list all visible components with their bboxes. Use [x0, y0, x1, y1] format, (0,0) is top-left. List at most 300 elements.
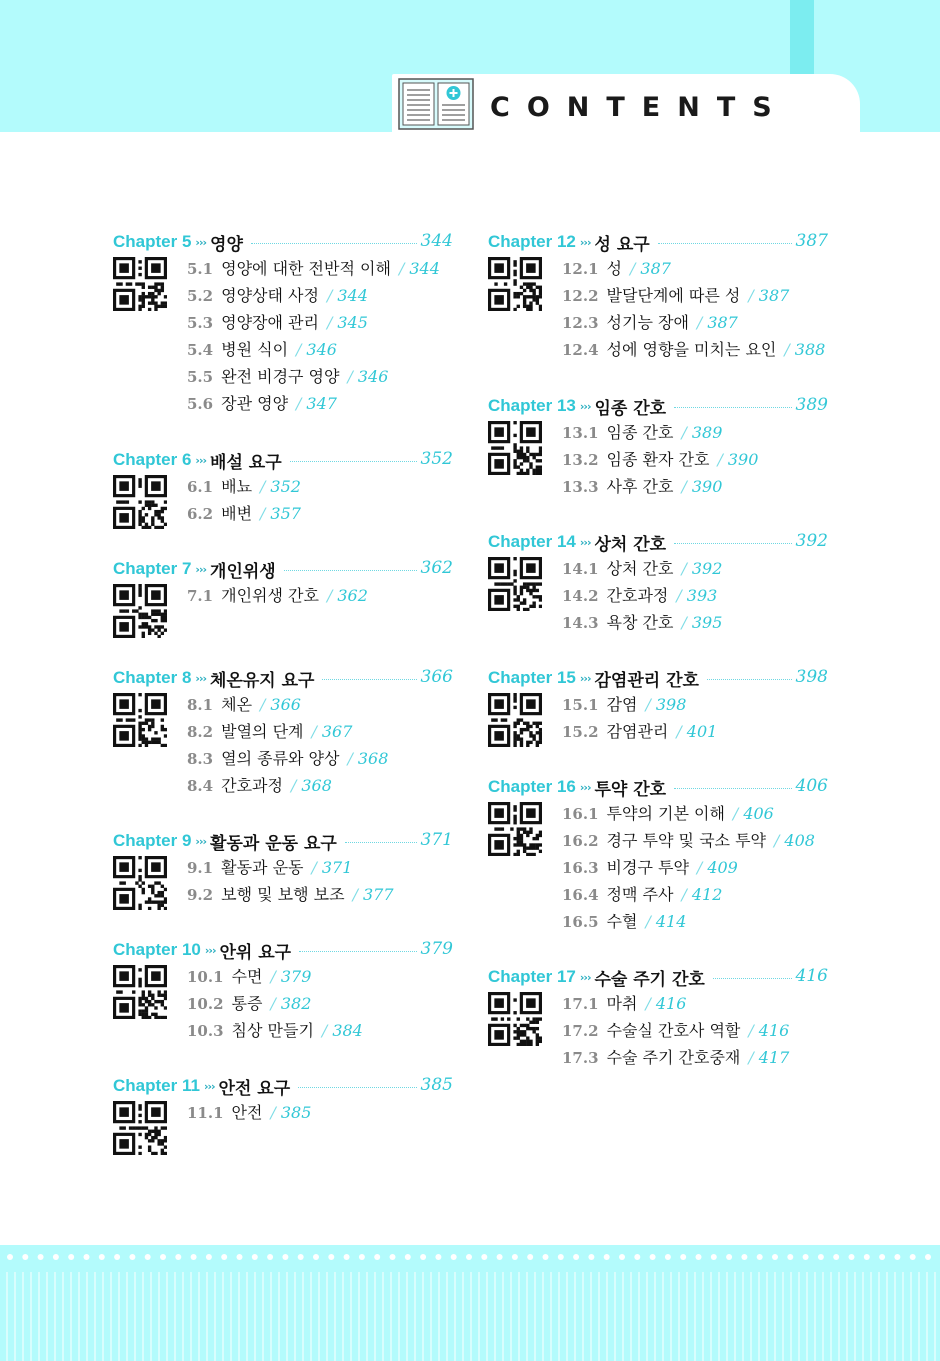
section-title: 완전 비경구 영양 [221, 367, 340, 386]
slash-separator: / [260, 504, 266, 523]
section-title: 침상 만들기 [231, 1021, 314, 1040]
section-number: 16.5 [562, 913, 599, 931]
section-item [562, 993, 686, 1015]
chapter-page-number: 385 [420, 1075, 453, 1095]
footer-dot [420, 1254, 426, 1260]
slash-separator: / [347, 749, 353, 768]
footer-dot [22, 1254, 28, 1260]
section-title: 수혈 [606, 912, 638, 931]
section-number: 6.1 [187, 478, 214, 496]
section-title: 영양장애 관리 [221, 313, 319, 332]
footer-dot [619, 1254, 625, 1260]
section-title: 투약의 기본 이해 [606, 804, 725, 823]
footer-dot [38, 1254, 44, 1260]
footer-dot [221, 1254, 227, 1260]
section-item [562, 803, 774, 825]
slash-separator: / [681, 885, 687, 904]
chapter-title: 안위 요구 [219, 942, 292, 963]
chapter-heading [113, 231, 249, 253]
section-page-number: 345 [337, 313, 368, 332]
section-item [187, 476, 301, 498]
footer-dot [894, 1254, 900, 1260]
section-number: 12.1 [562, 260, 599, 278]
section-title: 수면 [231, 967, 263, 986]
section-item [187, 993, 311, 1015]
section-number: 6.2 [187, 505, 214, 523]
chapter-label: Chapter 10 [113, 940, 201, 959]
slash-separator: / [398, 259, 405, 278]
section-title: 통증 [231, 994, 263, 1013]
footer-dot [726, 1254, 732, 1260]
footer-dot [864, 1254, 870, 1260]
chapter-page-number: 416 [795, 966, 828, 986]
section-item [562, 422, 722, 444]
section-number: 10.3 [187, 1022, 224, 1040]
section-title: 보행 및 보행 보조 [221, 885, 345, 904]
chapter-heading [113, 939, 297, 961]
section-page-number: 347 [306, 394, 337, 413]
section-number: 13.2 [562, 451, 599, 469]
section-page-number: 344 [337, 286, 368, 305]
section-item [562, 476, 722, 498]
chapter-title: 성 요구 [594, 234, 650, 255]
footer-dot [772, 1254, 778, 1260]
slash-separator: / [347, 367, 353, 386]
chapter-page-number: 406 [795, 776, 828, 796]
section-item [562, 339, 825, 361]
section-page-number: 409 [707, 858, 738, 877]
chapter-page-number: 366 [420, 667, 453, 687]
section-number: 16.3 [562, 859, 599, 877]
qr-code-icon[interactable] [113, 584, 167, 638]
page-title: CONTENTS [490, 92, 789, 123]
section-title: 간호과정 [221, 776, 283, 795]
footer-dot [160, 1254, 166, 1260]
section-number: 7.1 [187, 587, 214, 605]
slash-separator: / [681, 613, 687, 632]
section-item [187, 694, 301, 716]
dotted-leader [299, 951, 416, 952]
section-page-number: 401 [686, 722, 718, 741]
footer-dot [175, 1254, 181, 1260]
section-title: 개인위생 간호 [221, 586, 319, 605]
dotted-leader [284, 570, 417, 571]
qr-code-icon[interactable] [113, 1101, 167, 1155]
footer-dot [925, 1254, 931, 1260]
section-number: 15.2 [562, 723, 599, 741]
chapter-title: 상처 간호 [594, 534, 667, 555]
chapter-title: 투약 간호 [594, 779, 667, 800]
dotted-leader [298, 1087, 416, 1088]
footer-dot [435, 1254, 441, 1260]
section-page-number: 395 [691, 613, 723, 632]
section-page-number: 346 [357, 367, 389, 386]
chapter-label: Chapter 5 [113, 232, 192, 251]
section-page-number: 362 [337, 586, 368, 605]
section-page-number: 388 [794, 340, 826, 359]
footer-dot [466, 1254, 472, 1260]
chapter-heading [488, 776, 672, 798]
section-title: 활동과 운동 [221, 858, 304, 877]
chapter-page-number: 371 [420, 830, 453, 850]
section-item [562, 884, 722, 906]
qr-code-icon[interactable] [113, 257, 167, 311]
footer-dot [252, 1254, 258, 1260]
section-item [562, 694, 686, 716]
chapter-label: Chapter 6 [113, 450, 192, 469]
section-page-number: 379 [280, 967, 312, 986]
section-title: 임종 간호 [606, 423, 674, 442]
chapter-title: 개인위생 [210, 561, 276, 582]
chapter-page-number: 379 [420, 939, 453, 959]
section-title: 성 [606, 259, 623, 278]
footer-dot [451, 1254, 457, 1260]
dotted-leader [713, 978, 792, 979]
section-page-number: 398 [655, 695, 687, 714]
section-page-number: 368 [301, 776, 332, 795]
section-title: 성에 영향을 미치는 요인 [606, 340, 777, 359]
section-item [187, 1102, 311, 1124]
footer-dot [604, 1254, 610, 1260]
chevron-right-icon: ››› [579, 970, 591, 984]
section-title: 임종 환자 간호 [606, 450, 710, 469]
slash-separator: / [260, 695, 266, 714]
slash-separator: / [352, 885, 358, 904]
qr-code-icon[interactable] [488, 557, 542, 611]
section-page-number: 384 [332, 1021, 363, 1040]
section-number: 16.4 [562, 886, 599, 904]
footer-dot [833, 1254, 839, 1260]
section-title: 수술실 간호사 역할 [606, 1021, 741, 1040]
slash-separator: / [784, 340, 790, 359]
slash-separator: / [290, 776, 297, 795]
footer-dot [879, 1254, 885, 1260]
section-item [562, 830, 815, 852]
section-item [187, 339, 337, 361]
section-page-number: 368 [357, 749, 389, 768]
section-number: 10.1 [187, 968, 224, 986]
section-item [562, 449, 758, 471]
section-title: 정맥 주사 [606, 885, 674, 904]
section-page-number: 416 [758, 1021, 790, 1040]
section-page-number: 382 [280, 994, 312, 1013]
footer-dot [588, 1254, 594, 1260]
chapter-page-number: 389 [795, 395, 828, 415]
section-page-number: 377 [362, 885, 394, 904]
chevron-right-icon: ››› [203, 1079, 215, 1093]
section-page-number: 344 [409, 259, 440, 278]
dotted-leader [322, 679, 416, 680]
footer-dot [191, 1254, 197, 1260]
qr-code-icon[interactable] [488, 693, 542, 747]
section-title: 병원 식이 [221, 340, 289, 359]
slash-separator: / [645, 695, 651, 714]
section-number: 8.1 [187, 696, 214, 714]
dotted-leader [674, 543, 791, 544]
chapter-heading [113, 1075, 296, 1097]
section-item [562, 1020, 789, 1042]
section-page-number: 387 [758, 286, 790, 305]
section-title: 영양에 대한 전반적 이해 [221, 259, 391, 278]
section-item [187, 393, 337, 415]
qr-code-icon[interactable] [488, 257, 542, 311]
slash-separator: / [681, 477, 687, 496]
footer-stripes [0, 1272, 940, 1361]
section-title: 안전 [231, 1103, 263, 1122]
footer-dot [7, 1254, 13, 1260]
chapter-title: 수술 주기 간호 [594, 969, 705, 990]
section-number: 14.1 [562, 560, 599, 578]
section-page-number: 387 [640, 259, 671, 278]
chapter-page-number: 387 [795, 231, 828, 251]
slash-separator: / [311, 858, 317, 877]
qr-code-icon[interactable] [488, 992, 542, 1046]
section-item [187, 366, 388, 388]
section-title: 경구 투약 및 국소 투약 [606, 831, 766, 850]
footer-dot [267, 1254, 273, 1260]
section-title: 수술 주기 간호중재 [606, 1048, 741, 1067]
chapter-heading [488, 667, 705, 689]
footer-dot [206, 1254, 212, 1260]
section-title: 감염관리 [606, 722, 669, 741]
section-item [562, 285, 789, 307]
slash-separator: / [717, 450, 723, 469]
footer-dot [481, 1254, 487, 1260]
section-item [562, 312, 738, 334]
chapter-heading [488, 966, 711, 988]
chapter-label: Chapter 11 [113, 1076, 200, 1095]
chapter-label: Chapter 16 [488, 777, 576, 796]
chapter-label: Chapter 8 [113, 668, 192, 687]
section-item [187, 966, 311, 988]
slash-separator: / [676, 722, 682, 741]
footer-dot-row [0, 1247, 940, 1267]
section-page-number: 390 [727, 450, 759, 469]
section-item [187, 884, 394, 906]
chevron-right-icon: ››› [579, 235, 591, 249]
section-number: 17.3 [562, 1049, 599, 1067]
slash-separator: / [748, 1021, 754, 1040]
footer-dot [405, 1254, 411, 1260]
slash-separator: / [630, 259, 636, 278]
slash-separator: / [681, 423, 687, 442]
footer-dot [359, 1254, 365, 1260]
section-page-number: 390 [691, 477, 723, 496]
slash-separator: / [296, 340, 302, 359]
section-page-number: 392 [691, 559, 723, 578]
footer-dot [512, 1254, 518, 1260]
slash-separator: / [321, 1021, 328, 1040]
chapter-heading [488, 231, 656, 253]
section-page-number: 366 [270, 695, 301, 714]
slash-separator: / [681, 559, 687, 578]
slash-separator: / [645, 912, 651, 931]
chapter-label: Chapter 12 [488, 232, 576, 251]
slash-separator: / [296, 394, 302, 413]
footer-dot [328, 1254, 334, 1260]
chapter-heading [488, 395, 672, 417]
chapter-title: 감염관리 간호 [594, 670, 699, 691]
footer-dot [558, 1254, 564, 1260]
chapter-page-number: 398 [795, 667, 828, 687]
chevron-right-icon: ››› [579, 671, 591, 685]
section-title: 감염 [606, 695, 638, 714]
section-number: 12.4 [562, 341, 599, 359]
section-item [562, 585, 717, 607]
qr-code-icon[interactable] [113, 475, 167, 529]
section-number: 15.1 [562, 696, 599, 714]
section-title: 장관 영양 [221, 394, 289, 413]
dotted-leader [290, 461, 417, 462]
section-item [187, 258, 440, 280]
footer-dot [298, 1254, 304, 1260]
qr-code-icon[interactable] [113, 856, 167, 910]
section-number: 14.2 [562, 587, 599, 605]
chapter-label: Chapter 17 [488, 967, 576, 986]
chapter-label: Chapter 14 [488, 532, 576, 551]
chapter-label: Chapter 7 [113, 559, 192, 578]
footer-dot [818, 1254, 824, 1260]
footer-dot [129, 1254, 135, 1260]
section-number: 11.1 [187, 1104, 224, 1122]
footer-dot [680, 1254, 686, 1260]
section-title: 영양상태 사정 [221, 286, 319, 305]
slash-separator: / [774, 831, 780, 850]
section-number: 13.1 [562, 424, 599, 442]
section-number: 8.2 [187, 723, 214, 741]
section-title: 상처 간호 [606, 559, 674, 578]
slash-separator: / [270, 994, 276, 1013]
section-page-number: 408 [784, 831, 815, 850]
chapter-heading [113, 830, 343, 852]
chevron-right-icon: ››› [204, 943, 216, 957]
section-number: 16.2 [562, 832, 599, 850]
dotted-leader [658, 243, 792, 244]
footer-dot [787, 1254, 793, 1260]
footer-dot [145, 1254, 151, 1260]
qr-code-icon[interactable] [113, 965, 167, 1019]
footer-dot [282, 1254, 288, 1260]
section-number: 12.3 [562, 314, 599, 332]
section-number: 5.1 [187, 260, 214, 278]
section-page-number: 352 [270, 477, 301, 496]
chapter-label: Chapter 15 [488, 668, 576, 687]
section-item [187, 1020, 363, 1042]
section-item [562, 258, 671, 280]
chapter-title: 임종 간호 [594, 398, 667, 419]
footer-dot [390, 1254, 396, 1260]
slash-separator: / [676, 586, 682, 605]
dotted-leader [707, 679, 792, 680]
footer-dot [849, 1254, 855, 1260]
footer-dot [237, 1254, 243, 1260]
section-number: 9.2 [187, 886, 214, 904]
section-item [187, 857, 352, 879]
dotted-leader [674, 407, 791, 408]
chapter-heading [113, 449, 288, 471]
chevron-right-icon: ››› [579, 399, 591, 413]
section-page-number: 385 [280, 1103, 312, 1122]
section-page-number: 387 [707, 313, 738, 332]
chevron-right-icon: ››› [195, 453, 207, 467]
section-item [562, 721, 717, 743]
chapter-page-number: 392 [795, 531, 828, 551]
footer-dot [634, 1254, 640, 1260]
dotted-leader [345, 842, 417, 843]
section-number: 9.1 [187, 859, 214, 877]
section-title: 간호과정 [606, 586, 669, 605]
section-number: 5.2 [187, 287, 214, 305]
section-page-number: 371 [321, 858, 353, 877]
section-item [562, 558, 722, 580]
slash-separator: / [311, 722, 317, 741]
footer-dot [374, 1254, 380, 1260]
section-page-number: 393 [686, 586, 718, 605]
dotted-leader [251, 243, 417, 244]
section-item [562, 1047, 789, 1069]
section-number: 10.2 [187, 995, 224, 1013]
section-title: 욕창 간호 [606, 613, 674, 632]
section-title: 배변 [221, 504, 253, 523]
footer-dot [543, 1254, 549, 1260]
section-title: 배뇨 [221, 477, 253, 496]
section-item [562, 857, 738, 879]
section-page-number: 406 [743, 804, 774, 823]
slash-separator: / [696, 313, 703, 332]
section-number: 5.4 [187, 341, 214, 359]
chapter-label: Chapter 13 [488, 396, 576, 415]
section-item [187, 721, 352, 743]
chapter-page-number: 352 [420, 449, 453, 469]
qr-code-icon[interactable] [113, 693, 167, 747]
section-page-number: 389 [691, 423, 723, 442]
section-number: 17.1 [562, 995, 599, 1013]
section-item [562, 911, 686, 933]
section-title: 마취 [606, 994, 638, 1013]
slash-separator: / [326, 586, 333, 605]
section-page-number: 412 [691, 885, 723, 904]
section-title: 발열의 단계 [221, 722, 304, 741]
qr-code-icon[interactable] [488, 421, 542, 475]
section-page-number: 416 [655, 994, 687, 1013]
slash-separator: / [645, 994, 651, 1013]
qr-code-icon[interactable] [488, 802, 542, 856]
slash-separator: / [270, 1103, 276, 1122]
section-number: 5.5 [187, 368, 214, 386]
dotted-leader [674, 788, 791, 789]
section-page-number: 367 [321, 722, 353, 741]
chapter-heading [113, 667, 320, 689]
chapter-title: 안전 요구 [218, 1078, 291, 1099]
footer-dot [696, 1254, 702, 1260]
section-item [187, 748, 388, 770]
footer-dot [114, 1254, 120, 1260]
section-title: 사후 간호 [606, 477, 674, 496]
footer-dot [84, 1254, 90, 1260]
chapter-heading [113, 558, 282, 580]
chapter-page-number: 362 [420, 558, 453, 578]
chapter-title: 영양 [210, 234, 243, 255]
chevron-right-icon: ››› [579, 780, 591, 794]
section-number: 8.3 [187, 750, 214, 768]
footer-dot [68, 1254, 74, 1260]
footer-dot [711, 1254, 717, 1260]
footer-dot [313, 1254, 319, 1260]
section-item [187, 775, 332, 797]
slash-separator: / [260, 477, 266, 496]
section-title: 발달단계에 따른 성 [606, 286, 741, 305]
section-number: 5.6 [187, 395, 214, 413]
